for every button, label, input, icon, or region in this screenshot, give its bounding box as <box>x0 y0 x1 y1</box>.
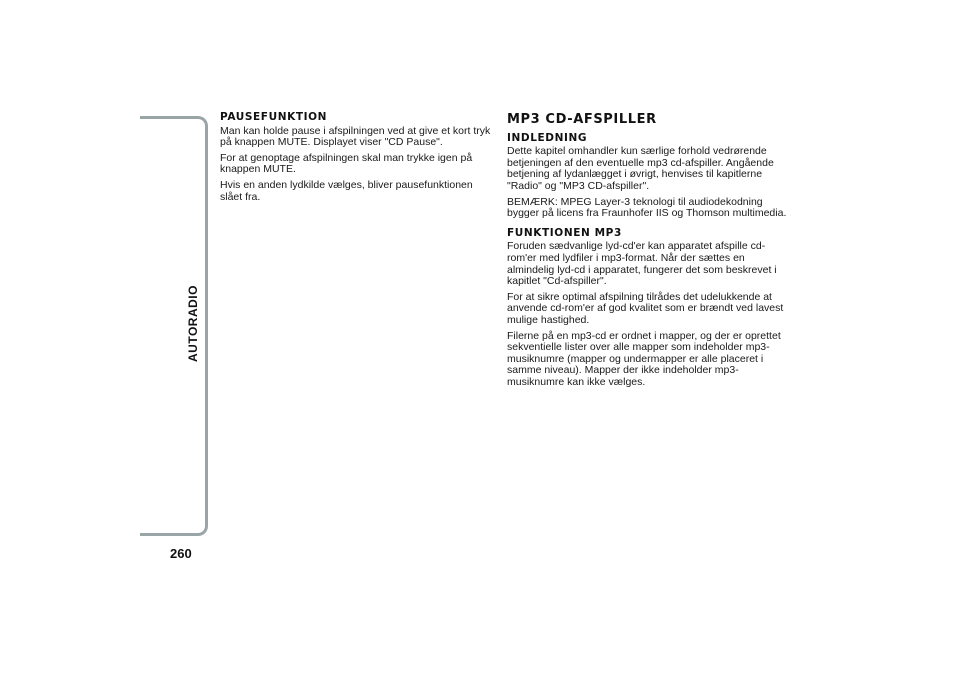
pause-heading: PAUSEFUNKTION <box>220 111 328 123</box>
mp3-title: MP3 CD-AFSPILLER <box>507 112 657 127</box>
intro-paragraph: Dette kapitel omhandler kun særlige forhold vedrørende betjeningen af den eventuelle mp3 cd-afspiller. Angående betjening af lydanlægget i øvrigt, henvises til kapitlerne "Radio" og "MP3 CD-afspiller". <box>507 145 774 192</box>
right-column <box>507 114 787 392</box>
pause-paragraph: Man kan holde pause i afspilningen ved at give et kort tryk på knappen MUTE. Displayet viser "CD Pause". <box>220 124 491 149</box>
pause-paragraph: Hvis en anden lydkilde vælges, bliver pausefunktionen slået fra. <box>220 178 473 203</box>
mp3-function-paragraph: Filerne på en mp3-cd er ordnet i mapper, og der er oprettet sekventielle lister over alle mapper som indeholder mp3-musiknumre (mapper og undermapper er alle placeret i samme niveau). Mapper der ikke indeholder mp3-musiknumre kan ikke vælges. <box>507 329 781 388</box>
pause-paragraph: For at genoptage afspilningen skal man trykke igen på knappen MUTE. <box>220 151 473 176</box>
left-column <box>220 112 495 207</box>
mp3-function-heading: FUNKTIONEN MP3 <box>507 226 622 239</box>
mp3-function-paragraph: For at sikre optimal afspilning tilrådes det udelukkende at anvende cd-rom'er af god kvalitet som er brændt ved lavest mulige hastighed. <box>507 290 784 326</box>
mp3-function-paragraph: Foruden sædvanlige lyd-cd'er kan apparatet afspille cd-rom'er med lydfiler i mp3-format. Når der sættes en almindelig lyd-cd i apparatet, fungerer det som beskrevet i kapitlet "Cd-afspiller". <box>507 240 777 288</box>
section-side-label: AUTORADIO <box>186 285 200 362</box>
page-number: 260 <box>170 546 192 561</box>
intro-heading: INDLEDNING <box>507 131 588 144</box>
intro-paragraph: BEMÆRK: MPEG Layer-3 teknologi til audiodekodning bygger på licens fra Fraunhofer IIS og Thomson multimedia. <box>507 195 787 220</box>
